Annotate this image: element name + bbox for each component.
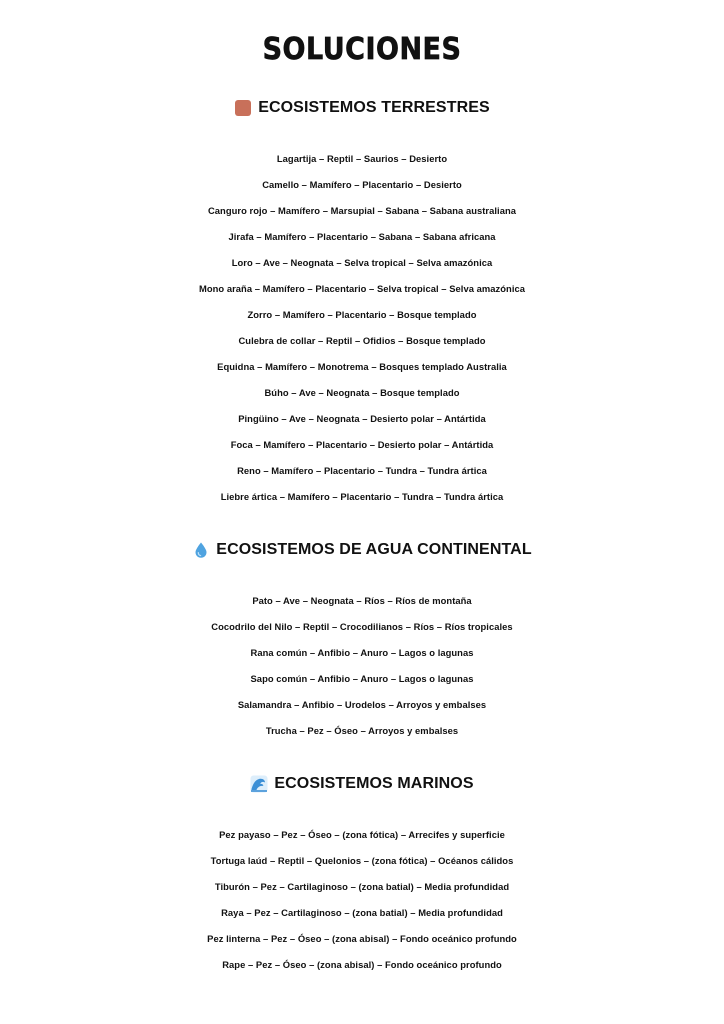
- solutions-list: [0, 822, 724, 978]
- water-wave-icon: [250, 775, 268, 793]
- section-heading-row: [0, 95, 724, 121]
- list-item: Liebre ártica – Mamífero – Placentario – Tundra – Tundra ártica: [220, 491, 504, 502]
- list-item: Pato – Ave – Neognata – Ríos – Ríos de montaña: [252, 595, 472, 606]
- list-item: Tortuga laúd – Reptil – Quelonios – (zona fótica) – Océanos cálidos: [210, 855, 514, 866]
- list-item: Pingüino – Ave – Neognata – Desierto polar – Antártida: [238, 413, 486, 424]
- solutions-list: [0, 146, 724, 510]
- brown-square-icon: [234, 99, 252, 117]
- section-agua-continental: [0, 537, 724, 744]
- list-item: Camello – Mamífero – Placentario – Desierto: [262, 179, 462, 190]
- list-item: Lagartija – Reptil – Saurios – Desierto: [276, 153, 448, 164]
- list-item: Rape – Pez – Óseo – (zona abisal) – Fondo oceánico profundo: [222, 959, 502, 970]
- list-item: Rana común – Anfibio – Anuro – Lagos o lagunas: [250, 647, 474, 658]
- section-heading: ECOSISTEMOS DE AGUA CONTINENTAL: [216, 541, 532, 558]
- list-item: Equidna – Mamífero – Monotrema – Bosques templado Australia: [217, 361, 507, 372]
- section-marinos: [0, 771, 724, 978]
- page-title: SOLUCIONES: [262, 32, 462, 67]
- section-terrestres: [0, 95, 724, 510]
- list-item: Canguro rojo – Mamífero – Marsupial – Sabana – Sabana australiana: [207, 205, 517, 216]
- list-item: Trucha – Pez – Óseo – Arroyos y embalses: [265, 725, 459, 736]
- list-item: Sapo común – Anfibio – Anuro – Lagos o lagunas: [250, 673, 474, 684]
- list-item: Loro – Ave – Neognata – Selva tropical – Selva amazónica: [231, 257, 493, 268]
- solutions-list: [0, 588, 724, 744]
- list-item: Pez linterna – Pez – Óseo – (zona abisal) – Fondo oceánico profundo: [207, 933, 517, 944]
- list-item: Jirafa – Mamífero – Placentario – Sabana – Sabana africana: [228, 231, 496, 242]
- list-item: Zorro – Mamífero – Placentario – Bosque templado: [247, 309, 477, 320]
- section-heading-row: [0, 771, 724, 797]
- section-heading: ECOSISTEMOS TERRESTRES: [258, 99, 490, 116]
- list-item: Cocodrilo del Nilo – Reptil – Crocodilianos – Ríos – Ríos tropicales: [211, 621, 513, 632]
- list-item: Reno – Mamífero – Placentario – Tundra – Tundra ártica: [237, 465, 487, 476]
- list-item: Búho – Ave – Neognata – Bosque templado: [264, 387, 460, 398]
- list-item: Raya – Pez – Cartilaginoso – (zona batial) – Media profundidad: [221, 907, 503, 918]
- list-item: Foca – Mamífero – Placentario – Desierto polar – Antártida: [230, 439, 494, 450]
- list-item: Culebra de collar – Reptil – Ofidios – Bosque templado: [238, 335, 486, 346]
- list-item: Pez payaso – Pez – Óseo – (zona fótica) – Arrecifes y superficie: [219, 829, 505, 840]
- list-item: Tiburón – Pez – Cartilaginoso – (zona batial) – Media profundidad: [214, 881, 510, 892]
- section-heading-row: [0, 537, 724, 563]
- water-droplet-icon: [192, 541, 210, 559]
- list-item: Mono araña – Mamífero – Placentario – Selva tropical – Selva amazónica: [198, 283, 526, 294]
- section-heading: ECOSISTEMOS MARINOS: [274, 775, 474, 792]
- list-item: Salamandra – Anfibio – Urodelos – Arroyos y embalses: [237, 699, 487, 710]
